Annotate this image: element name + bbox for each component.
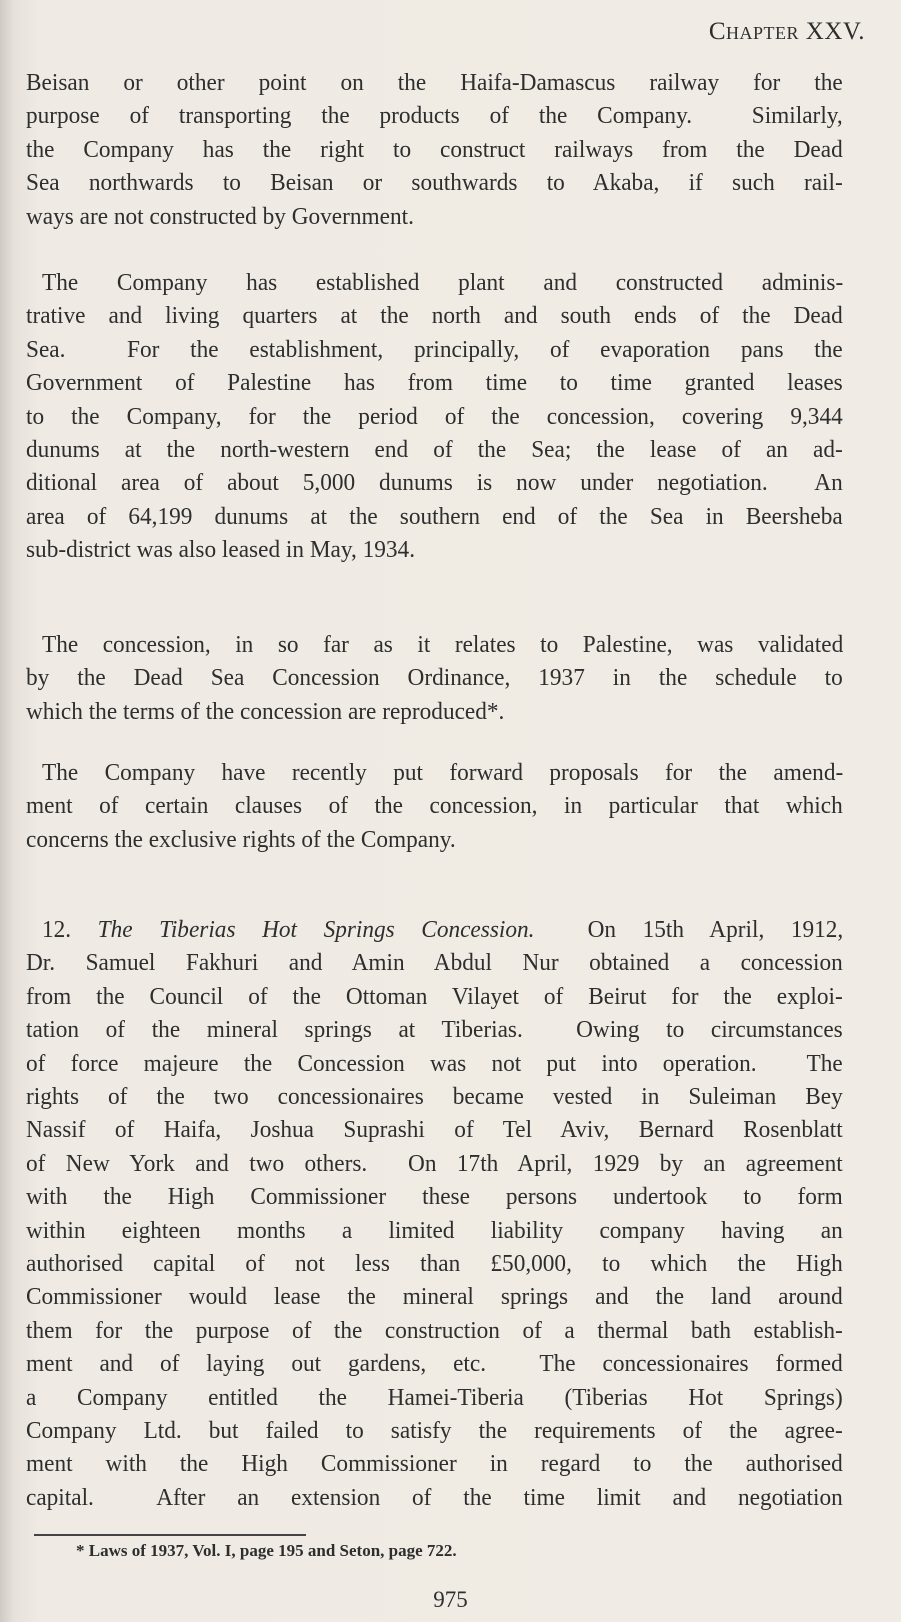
text-line: from the Council of the Ottoman Vilayet of Beirut for the exploi-: [26, 983, 843, 1010]
text-line: ment of certain clauses of the concession, in particular that which: [26, 793, 843, 820]
text-span: On 15th April, 1912,: [534, 917, 844, 943]
text-line: the Company has the right to construct railways from the Dead: [26, 136, 843, 163]
text-line: area of 64,199 dunums at the southern end of the Sea in Beersheba: [26, 503, 843, 530]
text-line: authorised capital of not less than £50,000, to which the High: [26, 1251, 843, 1277]
text-line: The Company has established plant and constructed adminis-: [42, 270, 844, 296]
text-line: with the High Commissioner these persons undertook to form: [26, 1184, 843, 1211]
text-line: The concession, in so far as it relates to Palestine, was validated: [42, 632, 844, 658]
text-line: ways are not constructed by Government.: [26, 203, 414, 230]
text-line: Sea northwards to Beisan or southwards to Akaba, if such rail-: [26, 170, 843, 197]
text-line: Sea. For the establishment, principally, of evaporation pans the: [26, 336, 843, 363]
text-line: ment and of laying out gardens, etc. The concessionaires formed: [26, 1351, 843, 1378]
text-line: Company Ltd. but failed to satisfy the requirements of the agree-: [26, 1418, 843, 1444]
text-line: sub-district was also leased in May, 1934.: [26, 537, 416, 564]
text-line: Commissioner would lease the mineral springs and the land around: [26, 1284, 843, 1311]
text-line: of force majeure the Concession was not put into operation. The: [26, 1050, 843, 1077]
footnote: * Laws of 1937, Vol. I, page 195 and Seton, page 722.: [76, 1541, 457, 1560]
text-line: purpose of transporting the products of the Company. Similarly,: [26, 103, 843, 130]
text-line: of New York and two others. On 17th April, 1929 by an agreement: [26, 1150, 843, 1177]
text-line: dunums at the north-western end of the Sea; the lease of an ad-: [26, 437, 843, 463]
text-line: them for the purpose of the construction of a thermal bath establish-: [26, 1317, 843, 1344]
page-number: 975: [433, 1587, 468, 1612]
section-title: The Tiberias Hot Springs Concession.: [97, 917, 535, 943]
text-line: capital. After an extension of the time limit and negotiation: [26, 1484, 843, 1511]
footnote-divider: [34, 1534, 306, 1536]
text-line: The Company have recently put forward proposals for the amend-: [42, 760, 844, 786]
chapter-title: Chapter XXV.: [708, 18, 865, 45]
text-line: tation of the mineral springs at Tiberias. Owing to circumstances: [26, 1017, 843, 1044]
text-line: Government of Palestine has from time to time granted leases: [26, 370, 843, 397]
text-span: 12.: [42, 917, 98, 943]
text-line: rights of the two concessionaires became vested in Suleiman Bey: [26, 1084, 843, 1110]
text-line: which the terms of the concession are reproduced*.: [26, 698, 505, 725]
text-line: within eighteen months a limited liability company having an: [26, 1217, 843, 1244]
text-line: a Company entitled the Hamei-Tiberia (Tiberias Hot Springs): [26, 1384, 843, 1411]
text-line: Beisan or other point on the Haifa-Damascus railway for the: [26, 70, 843, 96]
chapter-header: [709, 18, 865, 46]
text-line: concerns the exclusive rights of the Company.: [26, 826, 456, 853]
text-line: to the Company, for the period of the concession, covering 9,344: [26, 403, 843, 430]
text-line: ditional area of about 5,000 dunums is now under negotiation. An: [26, 470, 843, 497]
text-line: by the Dead Sea Concession Ordinance, 1937 in the schedule to: [26, 665, 843, 692]
text-line: ment with the High Commissioner in regard to the authorised: [26, 1451, 843, 1478]
text-line: Dr. Samuel Fakhuri and Amin Abdul Nur obtained a concession: [26, 950, 843, 977]
text-line: trative and living quarters at the north and south ends of the Dead: [26, 303, 843, 330]
text-line: Nassif of Haifa, Joshua Suprashi of Tel Aviv, Bernard Rosenblatt: [26, 1117, 843, 1144]
section-heading-line: [42, 915, 843, 945]
